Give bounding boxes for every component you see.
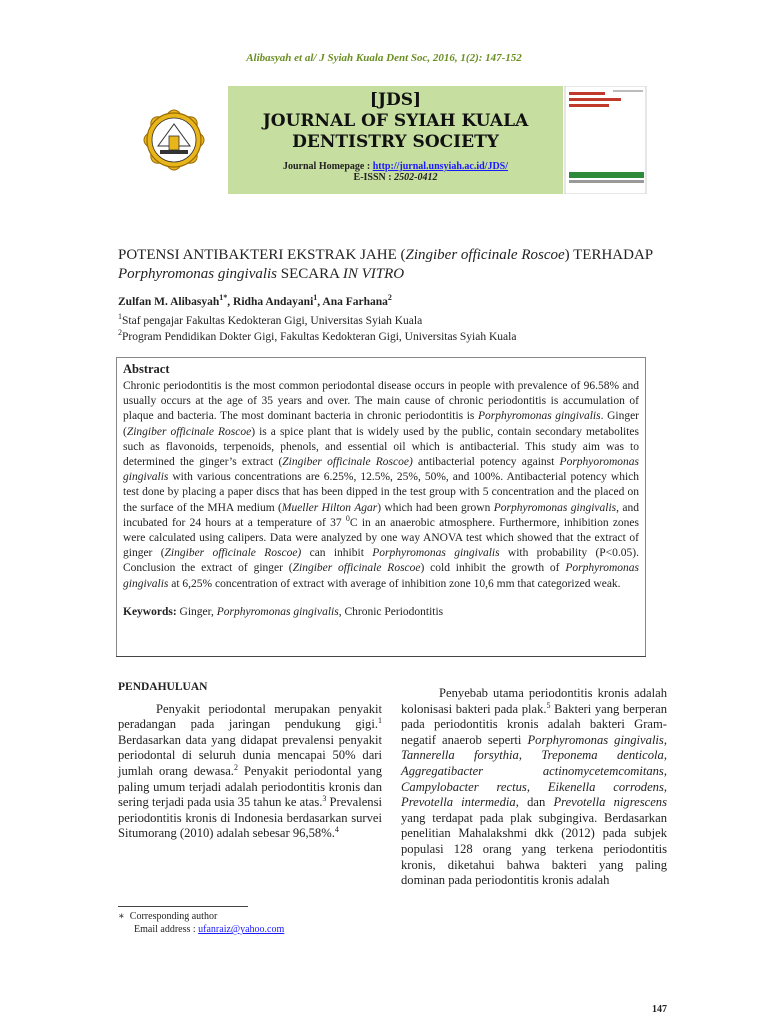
paragraph-penyebab: Penyebab utama periodontitis kronis adalah kolonisasi bakteri pada plak.$^5$ Bakteri yang berperan pada periodontitis kronis adalah bakteri Gram-negatif anaerob seperti Porphyromonas gingivalis, Tannerella forsythia, Treponema denticola, Aggregatibacter actinomycetemcomitans, Campylobacter rectus, Eikenella corrodens, Prevotella intermedia, dan Prevotella nigrescens yang terdapat pada plak subgingiva. Berdasarkan penelitian Mahalakshmi dkk (2012) pada subjek populasi 128 orang yang terkena periodontitis kronis, diketahui bahwa bakteri yang paling dominan pada periodontitis kronis adalah (401, 686, 668, 888)
abstract-heading: Abstract (123, 362, 170, 376)
keywords-divider (116, 656, 646, 657)
journal-name-line2: DENTISTRY SOCIETY (292, 132, 499, 152)
footnote-divider (118, 906, 248, 907)
page-number: 147 (652, 1004, 667, 1015)
university-logo (120, 86, 228, 194)
section-heading-pendahuluan: PENDAHULUAN (118, 681, 208, 693)
author-list: Zulfan M. Alibasyah$^{1*}$, Ridha Andayani$^1$, Ana Farhana$^2$ (118, 293, 392, 308)
left-column (118, 680, 382, 842)
journal-banner (120, 86, 648, 194)
journal-abbr: [JDS] (369, 90, 422, 110)
abstract-text: Chronic periodontitis is the most common periodontal disease occurs in people with prevalence of 96.58% and usually occurs at the age of 35 years and over. The main cause of chronic periodontitis is accumulation of plaque and bacteria. The most dominant bacteria in chronic periodontitis is Porphyromonas gingivalis. Ginger (Zingiber officinale Roscoe) is a spice plant that is widely used by the public, contain secondary metabolites such as flavonoids, terpenoids, phenols, and essential oil which is antibacterial. This study aim was to determined the ginger’s extract (Zingiber officinale Roscoe) antibacterial potency against Porphyoromonas gingivalis with various concentrations are 6.25%, 12.5%, 25%, 50%, and 100%. Antibacterial potency which test done by placing a paper discs that has been dipped in the test group with 5 concentration and the placed on the surface of the MHA medium (Mueller Hilton Agar) which had been grown Porphyromonas gingivalis, and incubated for 24 hours at a temperature of 37 $^0$C in an anaerobic atmosphere. Furthermore, inhibition zones were calculated using calipers. Data were analyzed by one way ANOVA test which showed that the extract of ginger (Zingiber officinale Roscoe) can inhibit Porphyromonas gingivalis with probability (P<0.05). Conclusion the extract of ginger (Zingiber officinale Roscoe) cold inhibit the growth of Porphyromonas gingivalis at 6,25% concentration of extract with average of inhibition zone 10,6 mm that categorized weak. (123, 380, 640, 590)
journal-eissn: E-ISSN : 2502-0412 (353, 172, 438, 183)
homepage-link[interactable]: http://jurnal.unsyiah.ac.id/JDS/ (372, 161, 509, 172)
intro-paragraph: Penyakit periodontal merupakan penyakit peradangan pada jaringan pendukung gigi.$^1$ Berdasarkan data yang didapat prevalensi penyakit periodontal di seluruh dunia mencapai 50% dari jumlah orang dewasa.$^2$ Penyakit periodontal yang paling umum terjadi adalah periodontitis kronis dan sering terjadi pada usia 35 tahun ke atas.$^3$ Prevalensi periodontitis kronis di Indonesia berdasarkan survei Situmorang (2010) adalah sebesar 96,58%.$^4$ (118, 701, 383, 841)
article-title: POTENSI ANTIBAKTERI EKSTRAK JAHE (Zingiber officinale Roscoe) TERHADAP Porphyromonas gingivalis SECARA IN VITRO (118, 247, 654, 282)
email-link[interactable]: ufanraiz@yahoo.com (198, 924, 285, 935)
keywords: Keywords: Ginger, Porphyromonas gingivalis, Chronic Periodontitis (123, 605, 444, 618)
footnote-corresponding: ∗ Corresponding author (118, 911, 218, 922)
affiliation-1: $^1$Staf pengajar Fakultas Kedokteran Gigi, Universitas Syiah Kuala (118, 312, 423, 327)
journal-name-line1: JOURNAL OF SYIAH KUALA (262, 111, 529, 131)
right-column (401, 686, 667, 889)
affiliation-2: $^2$Program Pendidikan Dokter Gigi, Fakultas Kedokteran Gigi, Universitas Syiah Kuala (118, 328, 517, 343)
journal-masthead (228, 86, 563, 194)
footnote (118, 910, 382, 936)
footnote-email: Email address : ufanraiz@yahoo.com (134, 924, 285, 935)
journal-homepage: Journal Homepage : http://jurnal.unsyiah.ac.id/JDS/ (282, 161, 509, 172)
running-header: Alibasyah et al/ J Syiah Kuala Dent Soc, 2016, 1(2): 147-152 (246, 52, 522, 64)
abstract-box (116, 357, 646, 657)
journal-cover-thumbnail (563, 86, 648, 194)
